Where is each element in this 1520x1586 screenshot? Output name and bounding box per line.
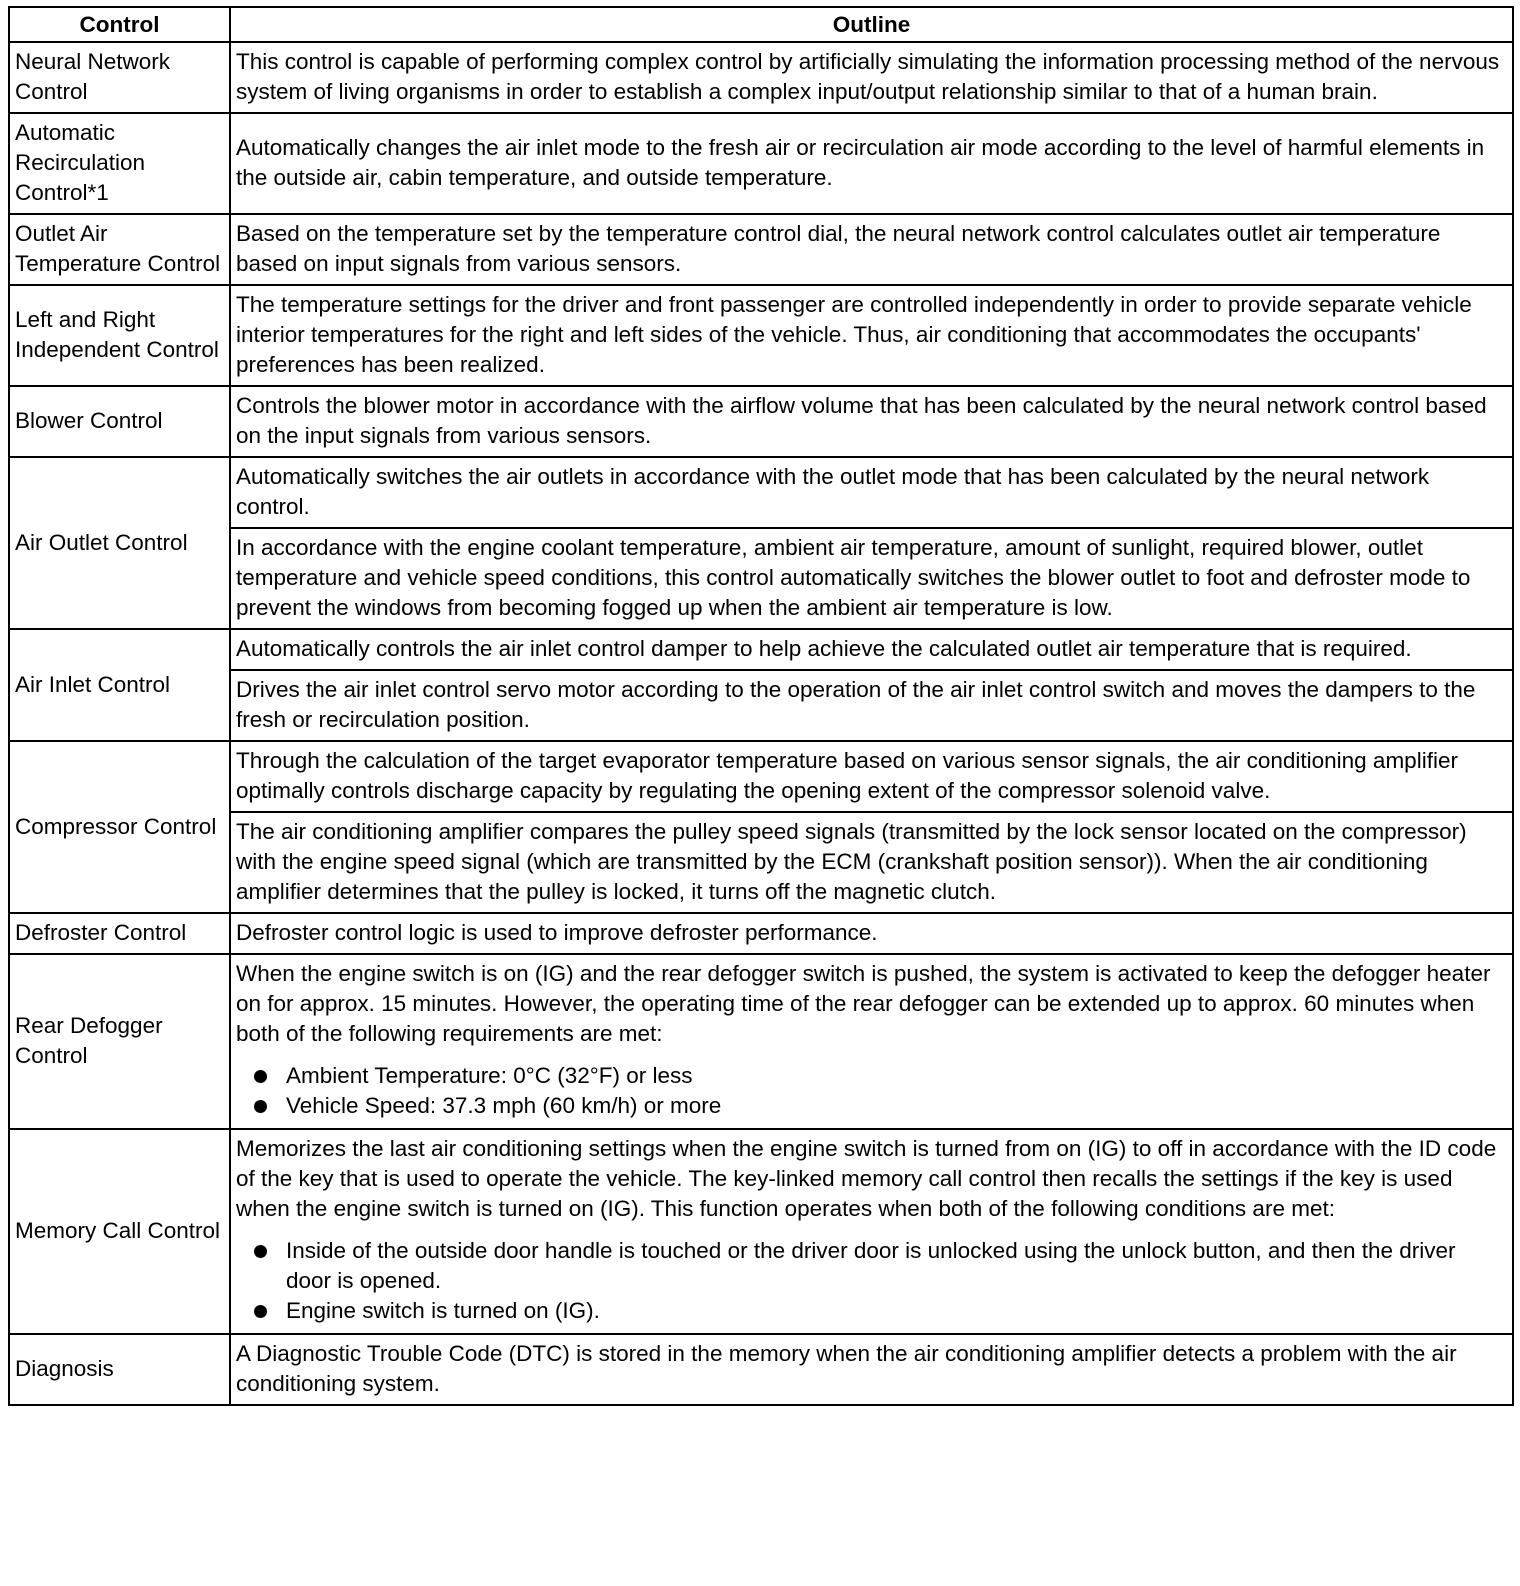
outline-text: Through the calculation of the target evaporator temperature based on various sensor signals, the air conditioning amplifier optimally controls discharge capacity by regulating the opening extent of the compressor solenoid valve. bbox=[236, 748, 1458, 803]
control-cell: Left and Right Independent Control bbox=[9, 285, 230, 386]
outline-cell bbox=[230, 285, 1513, 386]
outline-text: The temperature settings for the driver and front passenger are controlled independently in order to provide separate vehicle interior temperatures for the right and left sides of the vehicle. Thus, air conditioning that accommodates the occupants' preferences has been realized. bbox=[236, 292, 1472, 377]
header-control: Control bbox=[9, 7, 230, 42]
control-cell: Diagnosis bbox=[9, 1334, 230, 1405]
outline-cell bbox=[230, 386, 1513, 457]
control-cell: Outlet Air Temperature Control bbox=[9, 214, 230, 285]
outline-cell bbox=[230, 42, 1513, 113]
control-cell: Air Outlet Control bbox=[9, 457, 230, 629]
outline-text: The air conditioning amplifier compares the pulley speed signals (transmitted by the lock sensor located on the compressor) with the engine speed signal (which are transmitted by the ECM (crankshaft position sensor)). When the air conditioning amplifier determines that the pulley is locked, it turns off the magnetic clutch. bbox=[236, 819, 1467, 904]
control-cell: Air Inlet Control bbox=[9, 629, 230, 741]
bullet-item: Vehicle Speed: 37.3 mph (60 km/h) or more bbox=[236, 1091, 1506, 1121]
table-row bbox=[9, 1129, 1513, 1334]
outline-text: Automatically controls the air inlet control damper to help achieve the calculated outlet air temperature that is required. bbox=[236, 636, 1412, 661]
outline-text: Automatically switches the air outlets in accordance with the outlet mode that has been calculated by the neural network control. bbox=[236, 464, 1430, 519]
table-row bbox=[9, 113, 1513, 214]
outline-text: Memorizes the last air conditioning settings when the engine switch is turned from on (IG) to off in accordance with the ID code of the key that is used to operate the vehicle. The key-linked memory call control then recalls the settings if the key is used when the engine switch is turned on (IG). This function operates when both of the following conditions are met: bbox=[236, 1136, 1497, 1221]
outline-text: Drives the air inlet control servo motor according to the operation of the air inlet control switch and moves the dampers to the fresh or recirculation position. bbox=[236, 677, 1476, 732]
control-cell: Blower Control bbox=[9, 386, 230, 457]
outline-cell bbox=[230, 954, 1513, 1129]
control-outline-table bbox=[8, 6, 1514, 1406]
outline-text: Automatically changes the air inlet mode to the fresh air or recirculation air mode according to the level of harmful elements in the outside air, cabin temperature, and outside temperature. bbox=[236, 135, 1485, 190]
outline-cell bbox=[230, 113, 1513, 214]
outline-cell bbox=[230, 670, 1513, 741]
control-cell: Automatic Recirculation Control*1 bbox=[9, 113, 230, 214]
table-body bbox=[9, 42, 1513, 1405]
outline-cell bbox=[230, 1129, 1513, 1334]
outline-cell bbox=[230, 1334, 1513, 1405]
control-cell: Memory Call Control bbox=[9, 1129, 230, 1334]
outline-text: Controls the blower motor in accordance with the airflow volume that has been calculated by the neural network control based on the input signals from various sensors. bbox=[236, 393, 1487, 448]
outline-text: This control is capable of performing complex control by artificially simulating the information processing method of the nervous system of living organisms in order to establish a complex input/output relationship similar to that of a human brain. bbox=[236, 49, 1500, 104]
table-row bbox=[9, 386, 1513, 457]
table-row bbox=[9, 629, 1513, 670]
table-row bbox=[9, 741, 1513, 812]
control-cell: Neural Network Control bbox=[9, 42, 230, 113]
table-row bbox=[9, 913, 1513, 954]
bullet-item: Inside of the outside door handle is touched or the driver door is unlocked using the unlock button, and then the driver door is opened. bbox=[236, 1236, 1506, 1296]
table-row bbox=[9, 214, 1513, 285]
outline-text: A Diagnostic Trouble Code (DTC) is stored in the memory when the air conditioning amplifier detects a problem with the air conditioning system. bbox=[236, 1341, 1457, 1396]
control-cell: Defroster Control bbox=[9, 913, 230, 954]
bullet-list bbox=[236, 1061, 1506, 1121]
control-cell: Rear Defogger Control bbox=[9, 954, 230, 1129]
table-row bbox=[9, 42, 1513, 113]
outline-text: When the engine switch is on (IG) and the rear defogger switch is pushed, the system is activated to keep the defogger heater on for approx. 15 minutes. However, the operating time of the rear defogger can be extended up to approx. 60 minutes when both of the following requirements are met: bbox=[236, 961, 1491, 1046]
document bbox=[8, 6, 1512, 1406]
outline-cell bbox=[230, 214, 1513, 285]
outline-cell bbox=[230, 457, 1513, 528]
bullet-item: Engine switch is turned on (IG). bbox=[236, 1296, 1506, 1326]
bullet-item: Ambient Temperature: 0°C (32°F) or less bbox=[236, 1061, 1506, 1091]
bullet-list bbox=[236, 1236, 1506, 1326]
header-outline: Outline bbox=[230, 7, 1513, 42]
outline-text: Defroster control logic is used to improve defroster performance. bbox=[236, 920, 878, 945]
table-row bbox=[9, 457, 1513, 528]
table-row bbox=[9, 528, 1513, 629]
table-row bbox=[9, 670, 1513, 741]
outline-cell bbox=[230, 913, 1513, 954]
outline-cell bbox=[230, 629, 1513, 670]
table-row bbox=[9, 1334, 1513, 1405]
outline-cell bbox=[230, 741, 1513, 812]
outline-cell bbox=[230, 528, 1513, 629]
outline-cell bbox=[230, 812, 1513, 913]
outline-text: In accordance with the engine coolant temperature, ambient air temperature, amount of sunlight, required blower, outlet temperature and vehicle speed conditions, this control automatically switches the blower outlet to foot and defroster mode to prevent the windows from becoming fogged up when the ambient air temperature is low. bbox=[236, 535, 1471, 620]
table-row bbox=[9, 812, 1513, 913]
header-row bbox=[9, 7, 1513, 42]
table-row bbox=[9, 285, 1513, 386]
outline-text: Based on the temperature set by the temperature control dial, the neural network control calculates outlet air temperature based on input signals from various sensors. bbox=[236, 221, 1441, 276]
control-cell: Compressor Control bbox=[9, 741, 230, 913]
table-row bbox=[9, 954, 1513, 1129]
